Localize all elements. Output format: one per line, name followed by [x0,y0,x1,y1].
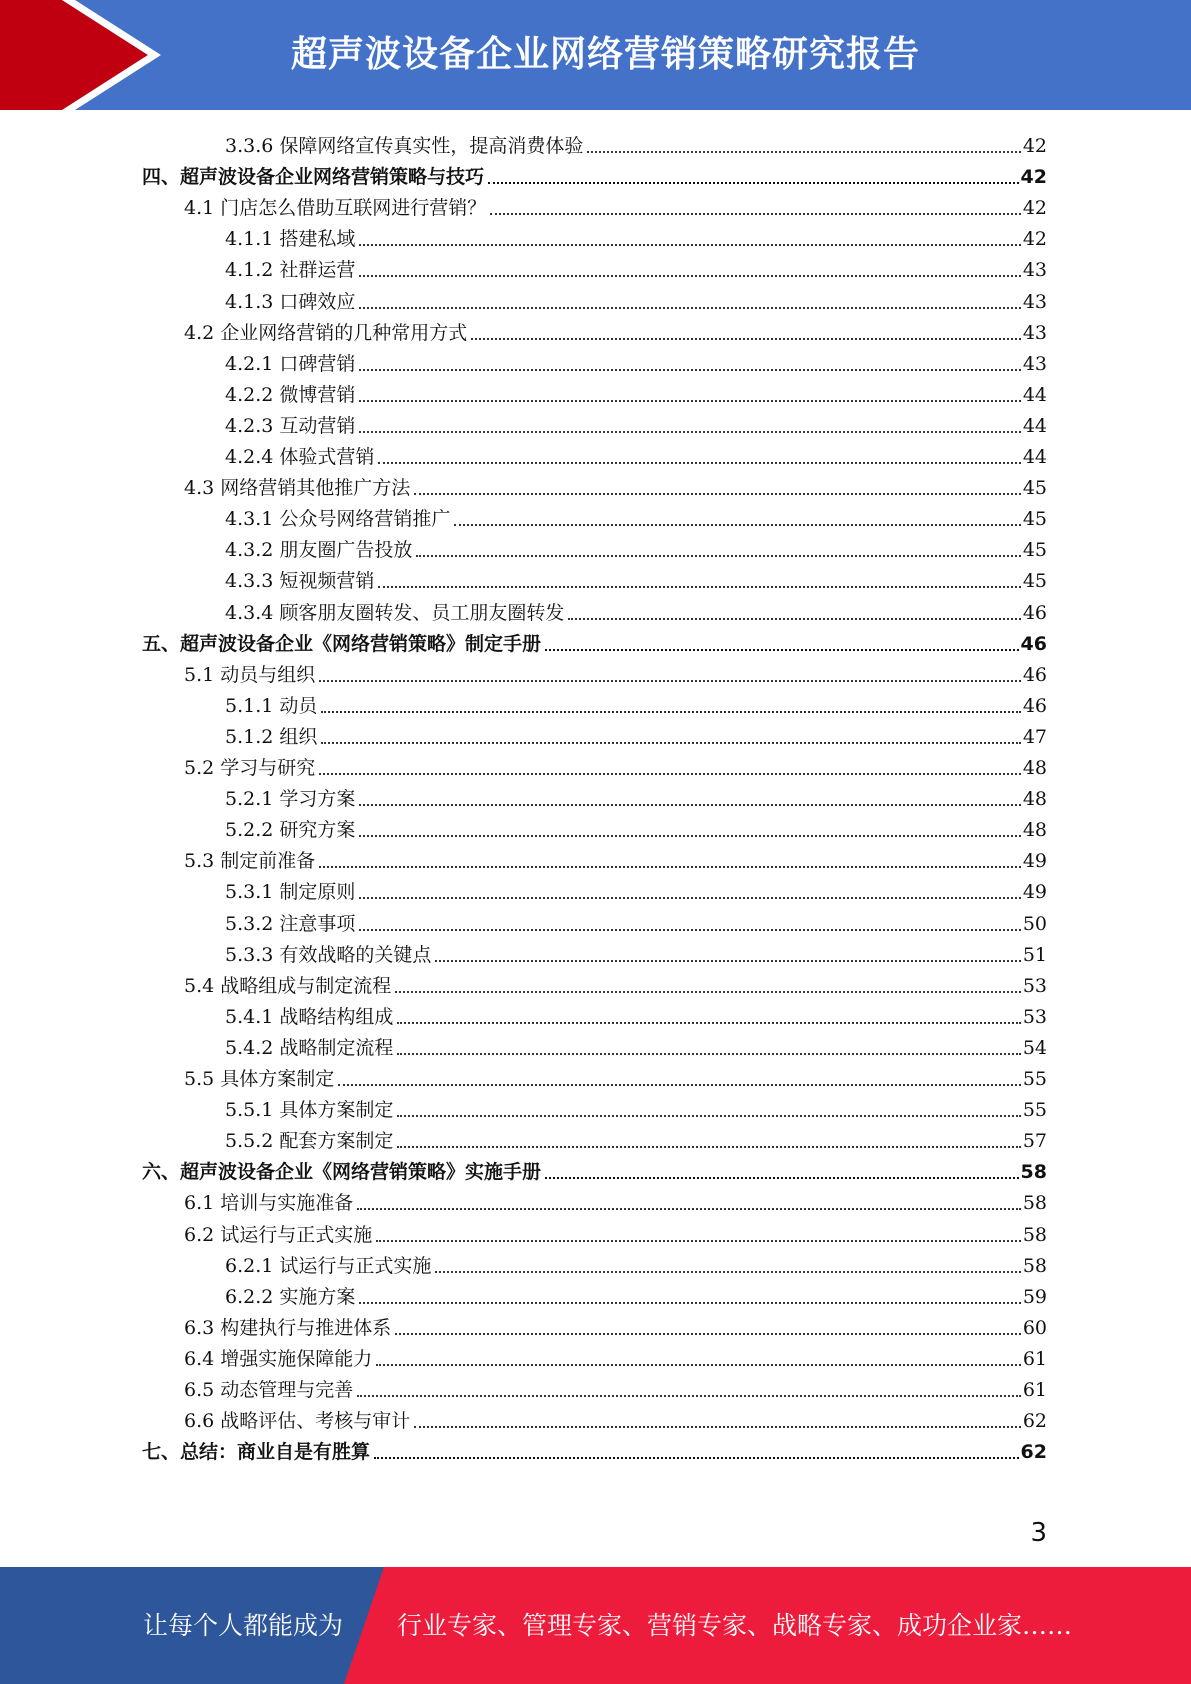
toc-entry-page: 42 [1022,228,1047,251]
toc-entry-page: 58 [1022,1223,1047,1246]
toc-entry-title: 5.5 具体方案制定 [184,1068,335,1090]
toc-entry-title: 5.2 学习与研究 [184,757,316,779]
toc-entry[interactable] [225,936,1047,967]
toc-entry-title: 七、总结：商业自是有胜算 [142,1441,371,1464]
toc-dot-leader [359,274,1020,277]
toc-entry-page: 49 [1022,850,1047,873]
toc-dot-leader [376,1363,1021,1366]
toc-dot-leader [471,337,1021,340]
toc-entry-page: 45 [1022,539,1047,562]
toc-dot-leader [376,1239,1021,1242]
toc-entry[interactable] [225,1029,1047,1060]
toc-entry-page: 57 [1022,1130,1047,1153]
toc-entry-title: 4.3 网络营销其他推广方法 [184,477,411,500]
toc-entry[interactable] [225,283,1047,314]
toc-entry-title: 6.5 动态管理与完善 [184,1379,354,1401]
toc-entry-title: 3.3.6 保障网络宣传真实性，提高消费体验 [225,135,584,157]
toc-entry-title: 5.3 制定前准备 [184,850,316,873]
toc-entry-title: 5.1 动员与组织 [184,663,316,686]
toc-entry-title: 4.2 企业网络营销的几种常用方式 [184,321,468,344]
toc-entry[interactable] [184,1216,1047,1247]
toc-dot-leader [359,430,1020,433]
toc-entry-page: 55 [1022,1099,1047,1122]
toc-entry[interactable] [225,998,1047,1029]
toc-entry[interactable] [184,967,1047,998]
toc-entry-page: 55 [1022,1068,1047,1090]
toc-entry-page: 58 [1020,1161,1047,1184]
toc-entry[interactable] [225,1247,1047,1278]
toc-entry[interactable] [225,811,1047,842]
toc-entry[interactable] [225,1091,1047,1122]
toc-entry-title: 4.2.1 口碑营销 [225,352,356,375]
toc-entry-page: 42 [1022,135,1047,157]
toc-entry[interactable] [184,1371,1047,1402]
toc-dot-leader [397,1021,1020,1024]
toc-entry-page: 58 [1022,1192,1047,1215]
toc-entry-title: 4.1.1 搭建私域 [225,228,356,251]
toc-entry-page: 46 [1020,632,1047,655]
toc-entry-page: 61 [1022,1347,1047,1370]
toc-entry[interactable] [142,1433,1047,1464]
toc-dot-leader [435,1270,1020,1273]
toc-dot-leader [357,1207,1021,1210]
toc-entry-title: 6.4 增强实施保障能力 [184,1347,373,1370]
toc-entry[interactable] [184,1340,1047,1371]
toc-entry-title: 六、超声波设备企业《网络营销策略》实施手册 [142,1161,542,1184]
toc-entry[interactable] [184,656,1047,687]
toc-dot-leader [359,306,1020,309]
toc-dot-leader [568,617,1020,620]
toc-entry-page: 46 [1022,663,1047,686]
toc-entry-title: 6.2 试运行与正式实施 [184,1223,373,1246]
toc-entry-page: 44 [1022,414,1047,437]
toc-entry[interactable] [225,905,1047,936]
toc-entry-title: 5.1.2 组织 [225,725,318,748]
toc-entry-page: 60 [1022,1316,1047,1339]
toc-entry-title: 5.2.1 学习方案 [225,788,356,811]
toc-dot-leader [395,990,1021,993]
toc-entry-page: 44 [1022,446,1047,468]
report-title: 超声波设备企业网络营销策略研究报告 [290,34,920,75]
toc-entry[interactable] [225,562,1047,593]
toc-entry-page: 44 [1022,383,1047,406]
toc-entry-page: 53 [1022,974,1047,997]
toc-entry-title: 四、超声波设备企业网络营销策略与技巧 [142,166,485,189]
toc-entry[interactable] [184,1184,1047,1215]
toc-entry-title: 4.3.1 公众号网络营销推广 [225,508,451,531]
toc-dot-leader [321,710,1020,713]
toc-entry-title: 5.1.1 动员 [225,694,318,717]
toc-entry[interactable] [225,1278,1047,1309]
toc-dot-leader [321,741,1020,744]
toc-entry[interactable] [184,1309,1047,1340]
toc-entry[interactable] [184,1402,1047,1433]
toc-entry-title: 5.4.1 战略结构组成 [225,1005,394,1028]
toc-dot-leader [359,803,1020,806]
toc-dot-leader [357,1394,1021,1397]
toc-entry-page: 42 [1020,166,1047,189]
toc-dot-leader [359,834,1020,837]
toc-entry[interactable] [225,500,1047,531]
toc-entry-title: 6.1 培训与实施准备 [184,1192,354,1215]
toc-entry-title: 5.4 战略组成与制定流程 [184,974,392,997]
toc-entry-title: 4.1.2 社群运营 [225,259,356,282]
toc-dot-leader [490,212,1021,215]
toc-entry-page: 58 [1022,1254,1047,1277]
toc-entry-title: 6.6 战略评估、考核与审计 [184,1410,411,1433]
toc-entry-page: 45 [1022,570,1047,593]
toc-entry-page: 53 [1022,1005,1047,1028]
toc-dot-leader [359,368,1020,371]
toc-entry[interactable] [184,314,1047,345]
toc-entry[interactable] [184,842,1047,873]
toc-entry-title: 6.3 构建执行与推进体系 [184,1316,392,1339]
toc-entry-page: 62 [1022,1410,1047,1433]
toc-entry-page: 54 [1022,1036,1047,1059]
toc-entry[interactable] [184,189,1047,220]
toc-entry-page: 62 [1020,1441,1047,1464]
toc-entry-title: 5.4.2 战略制定流程 [225,1036,394,1059]
toc-dot-leader [359,243,1020,246]
toc-entry[interactable] [225,251,1047,282]
toc-dot-leader [359,928,1020,931]
toc-entry[interactable] [225,220,1047,251]
toc-entry[interactable] [225,1122,1047,1153]
toc-dot-leader [454,523,1020,526]
footer-slogan: 让每个人都能成为 [143,1611,344,1640]
toc-entry[interactable] [225,594,1047,625]
toc-entry-page: 43 [1022,321,1047,344]
toc-entry-title: 4.2.4 体验式营销 [225,446,375,468]
toc-entry-title: 4.2.3 互动营销 [225,414,356,437]
toc-dot-leader [488,181,1019,184]
toc-entry-title: 4.2.2 微博营销 [225,383,356,406]
toc-entry-title: 6.2.2 实施方案 [225,1285,356,1308]
toc-dot-leader [319,865,1021,868]
toc-entry-title: 4.1 门店怎么借助互联网进行营销？ [184,197,487,220]
toc-entry[interactable] [184,749,1047,780]
toc-entry-page: 49 [1022,881,1047,904]
toc-entry[interactable] [142,158,1047,189]
toc-entry[interactable] [225,345,1047,376]
toc-entry-page: 43 [1022,290,1047,313]
page-footer [0,1567,1191,1684]
toc-dot-leader [338,1083,1021,1086]
toc-entry-title: 5.5.2 配套方案制定 [225,1130,394,1153]
toc-dot-leader [397,1145,1020,1148]
toc-dot-leader [545,1176,1019,1179]
toc-entry-title: 6.2.1 试运行与正式实施 [225,1254,432,1277]
toc-entry-page: 61 [1022,1379,1047,1401]
toc-dot-leader [416,554,1020,557]
toc-entry-page: 48 [1022,757,1047,779]
footer-expert-list: 行业专家、管理专家、营销专家、战略专家、成功企业家…… [397,1611,1073,1640]
toc-entry-page: 45 [1022,508,1047,531]
toc-entry-title: 5.3.2 注意事项 [225,912,356,935]
toc-dot-leader [414,1425,1021,1428]
toc-entry-title: 5.3.1 制定原则 [225,881,356,904]
toc-entry[interactable] [225,438,1047,469]
toc-dot-leader [587,150,1020,153]
toc-entry[interactable] [142,625,1047,656]
toc-entry-page: 43 [1022,259,1047,282]
toc-dot-leader [397,1052,1020,1055]
toc-entry[interactable] [225,780,1047,811]
toc-entry[interactable] [225,873,1047,904]
toc-dot-leader [359,399,1020,402]
toc-dot-leader [397,1114,1020,1117]
toc-dot-leader [378,461,1020,464]
toc-entry-page: 42 [1022,197,1047,220]
toc-entry[interactable] [142,1153,1047,1184]
toc-dot-leader [414,492,1021,495]
toc-entry[interactable] [225,531,1047,562]
toc-entry-page: 48 [1022,788,1047,811]
toc-entry-title: 4.1.3 口碑效应 [225,290,356,313]
toc-entry-title: 五、超声波设备企业《网络营销策略》制定手册 [142,632,542,655]
toc-dot-leader [378,585,1020,588]
toc-dot-leader [319,772,1021,775]
toc-dot-leader [359,896,1020,899]
toc-entry[interactable] [225,376,1047,407]
toc-dot-leader [435,959,1020,962]
toc-entry-page: 59 [1022,1285,1047,1308]
toc-entry-page: 45 [1022,477,1047,500]
toc-dot-leader [374,1456,1019,1459]
toc-dot-leader [545,648,1019,651]
toc-entry[interactable] [225,687,1047,718]
toc-entry-page: 48 [1022,819,1047,842]
toc-entry-title: 5.3.3 有效战略的关键点 [225,943,432,966]
page-number: 3 [1030,1518,1047,1548]
toc-entry[interactable] [184,1060,1047,1091]
toc-entry-title: 5.5.1 具体方案制定 [225,1099,394,1122]
toc-dot-leader [395,1332,1021,1335]
toc-entry-page: 43 [1022,352,1047,375]
toc-dot-leader [359,1301,1020,1304]
toc-entry-page: 50 [1022,912,1047,935]
toc-dot-leader [319,679,1021,682]
toc-entry-page: 46 [1022,601,1047,624]
toc-entry-title: 5.2.2 研究方案 [225,819,356,842]
toc-entry-title: 4.3.2 朋友圈广告投放 [225,539,413,562]
toc-entry[interactable] [225,718,1047,749]
toc-entry-title: 4.3.3 短视频营销 [225,570,375,593]
toc-entry-page: 51 [1022,943,1047,966]
toc-entry-page: 46 [1022,694,1047,717]
toc-entry-page: 47 [1022,725,1047,748]
toc-entry-title: 4.3.4 顾客朋友圈转发、员工朋友圈转发 [225,601,565,624]
toc-entry[interactable] [225,127,1047,158]
page-header [0,0,1191,110]
toc-entry[interactable] [184,469,1047,500]
toc-entry[interactable] [225,407,1047,438]
